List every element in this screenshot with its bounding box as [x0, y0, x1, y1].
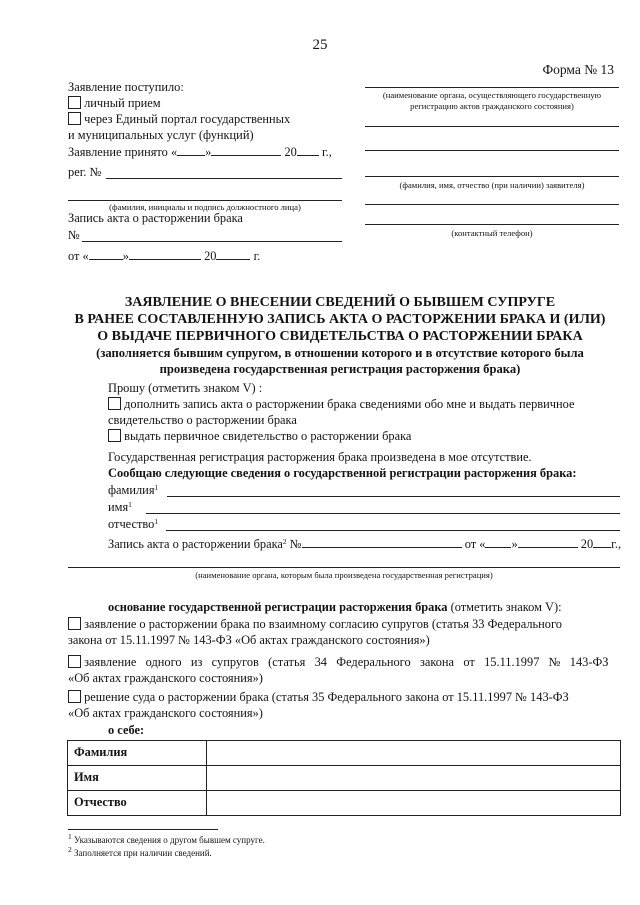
record-number-label: № [68, 228, 80, 242]
about-label-name: Имя [68, 766, 207, 791]
basis-heading [108, 600, 562, 616]
request-option1-line1: дополнить запись акта о расторжении брака сведениями обо мне и выдать первичное [124, 397, 575, 411]
footnote-2 [68, 845, 212, 859]
basis-heading-rest: (отметить знаком V): [447, 600, 562, 614]
footnote-1-mark: 1 [68, 832, 72, 841]
record-date-suffix: г. [253, 249, 261, 263]
portal-checkbox[interactable] [68, 112, 81, 125]
request-label: Прошу (отметить знаком V) : [108, 381, 263, 395]
info-record-label: Запись акта о расторжении брака [108, 537, 283, 551]
subtitle-line2: произведена государственная регистрация расторжения брака) [159, 362, 521, 376]
organ-field[interactable] [365, 87, 619, 88]
surname-label-text: фамилия [108, 483, 155, 497]
accepted-year-suffix: г., [321, 145, 332, 159]
about-table [67, 740, 621, 816]
organ-hint-line2: регистрацию актов гражданского состояния) [410, 101, 574, 111]
surname-fn: 1 [154, 483, 159, 492]
basis-option2 [68, 655, 620, 671]
basis-option3-line2: «Об актах гражданского состояния») [68, 706, 263, 720]
about-value-name[interactable] [207, 766, 621, 791]
about-label-surname: Фамилия [68, 741, 207, 766]
title-line2: В РАНЕЕ СОСТАВЛЕННУЮ ЗАПИСЬ АКТА О РАСТОРЖЕНИИ БРАКА И (ИЛИ) [74, 312, 606, 327]
applicant-field-line3[interactable] [365, 176, 619, 177]
basis-option3 [68, 690, 620, 706]
reg-number-field[interactable] [106, 178, 342, 179]
info-record-fn: 2 [282, 537, 287, 546]
applicant-hint: (фамилия, имя, отчество (при наличии) заявителя) [399, 180, 585, 190]
option-portal-line1: через Единый портал государственных [84, 112, 291, 126]
surname-field[interactable] [167, 496, 620, 497]
basis-option2-line1: заявление одного из супругов (статья 34 Федерального закона от 15.11.1997 № 143-ФЗ [84, 655, 609, 669]
record-date-mid: » [122, 249, 129, 263]
request-option2 [108, 429, 411, 445]
name-label [108, 500, 132, 516]
option-personal-label: личный прием [84, 96, 161, 110]
basis-option2-checkbox[interactable] [68, 655, 81, 668]
patronymic-label [108, 517, 158, 533]
footnote-1 [68, 832, 265, 846]
patronymic-field[interactable] [166, 530, 620, 531]
info-record-number: № [289, 537, 302, 551]
surname-label [108, 483, 158, 499]
about-row-patronymic [68, 791, 621, 816]
info-record-number-field[interactable] [302, 547, 462, 548]
basis-option2-line2: «Об актах гражданского состояния») [68, 671, 263, 685]
request-option2-checkbox[interactable] [108, 429, 121, 442]
title-line3: О ВЫДАЧЕ ПЕРВИЧНОГО СВИДЕТЕЛЬСТВА О РАСТОРЖЕНИИ БРАКА [97, 329, 583, 344]
accepted-year-field[interactable] [297, 155, 319, 156]
record-date-from: от « [68, 249, 89, 263]
info-from-suffix: г., [611, 537, 622, 551]
record-year-field[interactable] [216, 259, 250, 260]
personal-checkbox[interactable] [68, 96, 81, 109]
phone-hint: (контактный телефон) [451, 228, 533, 238]
organ-hint-line1: (наименование органа, осуществляющего государственную [382, 90, 602, 100]
info-from-label: от « [464, 537, 486, 551]
official-signature-field[interactable] [68, 200, 342, 201]
info-from-year: 20 [580, 537, 594, 551]
basis-heading-bold: основание государственной регистрации расторжения брака [108, 600, 448, 614]
report-heading: Сообщаю следующие сведения о государственной регистрации расторжения брака: [108, 466, 577, 480]
basis-option1 [68, 617, 620, 633]
record-month-field[interactable] [129, 259, 201, 260]
option-portal [68, 112, 342, 128]
name-fn: 1 [128, 500, 132, 509]
accepted-mid: » [205, 145, 212, 159]
patronymic-fn: 1 [154, 517, 159, 526]
info-year-field[interactable] [593, 547, 611, 548]
name-field[interactable] [146, 513, 620, 514]
registration-organ-hint: (наименование органа, которым была произведена государственная регистрация) [195, 570, 493, 580]
name-label-text: имя [108, 500, 129, 514]
request-option1 [108, 397, 620, 413]
info-day-field[interactable] [485, 547, 511, 548]
about-heading: о себе: [108, 723, 145, 737]
accepted-day-field[interactable] [177, 155, 205, 156]
option-portal-line2: и муниципальных услуг (функций) [68, 128, 254, 142]
basis-option1-checkbox[interactable] [68, 617, 81, 630]
info-record-row [108, 537, 621, 553]
record-date-row [68, 249, 260, 265]
basis-option3-line1: решение суда о расторжении брака (статья 35 Федерального закона от 15.11.1997 № 143-ФЗ [84, 690, 569, 704]
accepted-row [68, 145, 332, 161]
record-number-field[interactable] [82, 241, 342, 242]
received-label: Заявление поступило: [68, 80, 184, 94]
record-day-field[interactable] [89, 259, 123, 260]
title-line1: ЗАЯВЛЕНИЕ О ВНЕСЕНИИ СВЕДЕНИЙ О БЫВШЕМ СУПРУГЕ [124, 295, 556, 310]
basis-option1-line1: заявление о расторжении брака по взаимному согласию супругов (статья 33 Федерального [84, 617, 562, 631]
page-number: 25 [312, 37, 328, 53]
official-hint: (фамилия, инициалы и подпись должностного лица) [109, 202, 301, 212]
basis-option3-checkbox[interactable] [68, 690, 81, 703]
accepted-label: Заявление принято « [68, 145, 178, 159]
about-label-patronymic: Отчество [68, 791, 207, 816]
option-personal [68, 96, 161, 112]
applicant-field-line1[interactable] [365, 126, 619, 127]
footnote-2-mark: 2 [68, 845, 72, 854]
record-date-year: 20 [204, 249, 217, 263]
info-from-mid: » [511, 537, 518, 551]
record-label: Запись акта о расторжении брака [68, 211, 243, 225]
footnote-2-text: Заполняется при наличии сведений. [71, 848, 212, 858]
accepted-month-field[interactable] [211, 155, 281, 156]
registration-organ-field[interactable] [68, 567, 620, 568]
form-number: Форма № 13 [542, 62, 614, 77]
patronymic-label-text: отчество [108, 517, 155, 531]
reg-label: рег. № [68, 165, 102, 179]
request-option1-checkbox[interactable] [108, 397, 121, 410]
accepted-year: 20 [284, 145, 297, 159]
about-value-patronymic[interactable] [207, 791, 621, 816]
contact-field-line1[interactable] [365, 204, 619, 205]
footnote-rule [68, 829, 218, 830]
absence-text: Государственная регистрация расторжения брака произведена в мое отсутствие. [108, 450, 532, 464]
applicant-field-line2[interactable] [365, 150, 619, 151]
subtitle-line1: (заполняется бывшим супругом, в отношении которого и в отсутствие которого была [96, 346, 584, 360]
about-row-surname [68, 741, 621, 766]
request-option1-line2: свидетельство о расторжении брака [108, 413, 297, 427]
about-value-surname[interactable] [207, 741, 621, 766]
request-option2-label: выдать первичное свидетельство о расторжении брака [124, 429, 412, 443]
info-month-field[interactable] [518, 547, 578, 548]
footnote-1-text: Указываются сведения о другом бывшем супруге. [71, 835, 265, 845]
contact-field-line2[interactable] [365, 224, 619, 225]
basis-option1-line2: закона от 15.11.1997 № 143-ФЗ «Об актах гражданского состояния») [68, 633, 430, 647]
about-row-name [68, 766, 621, 791]
